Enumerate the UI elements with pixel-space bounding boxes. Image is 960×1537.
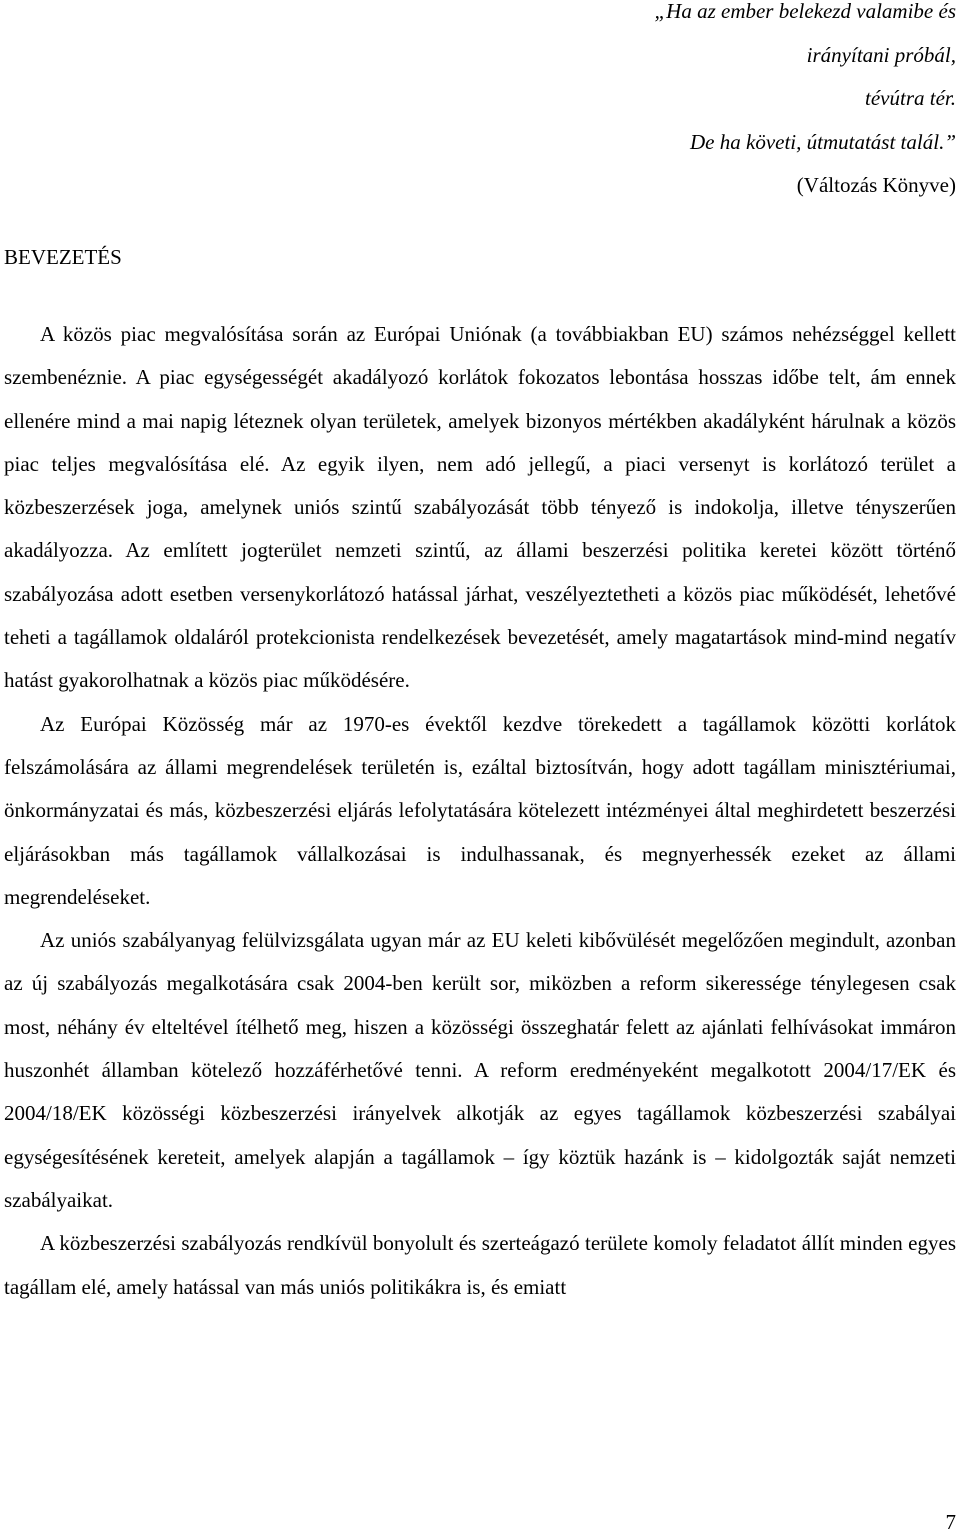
- motto-line: „Ha az ember belekezd valamibe és: [654, 0, 956, 23]
- motto-line: De ha követi, útmutatást talál.”: [690, 129, 956, 154]
- paragraph: Az uniós szabályanyag felülvizsgálata ugyan már az EU keleti kibővülését megelőzően megindult, azonban az új szabályozás megalkotására csak 2004-ben került sor, miközben a reform sikeressége ténylegesen csak most, néhány év elteltével ítélhető meg, hiszen a közösségi összeghatár felett az ajánlati felhívásokat immáron huszonhét államban kötelező hozzáférhetővé tenni. A reform eredményeként megalkotott 2004/17/EK és 2004/18/EK közösségi közbeszerzési irányelvek alkotják az egyes tagállamok közbeszerzési szabályai egységesítésének kereteit, amelyek alapján a tagállamok – így köztük hazánk is – kidolgozták saját nemzeti szabályaikat.: [4, 928, 956, 1212]
- paragraph: A közös piac megvalósítása során az Európai Uniónak (a továbbiakban EU) számos nehézséggel kellett szembenéznie. A piac egységességét akadályozó korlátok fokozatos lebontása hosszas időbe telt, ám ennek ellenére mind a mai napig léteznek olyan területek, amelyek bizonyos mértékben akadályként hárulnak a közös piac teljes megvalósítása elé. Az egyik ilyen, nem adó jellegű, a piaci versenyt is korlátozó terület a közbeszerzések joga, amelynek uniós szintű szabályozását több tényező is indokolja, illetve tényszerűen akadályozza. Az említett jogterület nemzeti szintű, az állami beszerzési politika keretei között történő szabályozása adott esetben versenykorlátozó hatással járhat, veszélyeztetheti a közös piac működését, lehetővé teheti a tagállamok oldaláról protekcionista rendelkezések bevezetését, amely magatartások mind-mind negatív hatást gyakorolhatnak a közös piac működésére.: [4, 322, 956, 693]
- document-page: [4, 0, 956, 1299]
- motto-source: (Változás Könyve): [796, 173, 956, 197]
- paragraph: A közbeszerzési szabályozás rendkívül bonyolult és szerteágazó területe komoly feladatot állít minden egyes tagállam elé, amely hatással van más uniós politikákra is, és emiatt: [4, 1231, 956, 1299]
- motto-line: tévútra tér.: [865, 86, 956, 110]
- motto-quote: [4, 0, 956, 208]
- paragraph: Az Európai Közösség már az 1970-es évektől kezdve törekedett a tagállamok közötti korlátok felszámolására az állami megrendelések területén is, ezáltal biztosítván, hogy adott tagállam minisztériumai, önkormányzatai és más, közbeszerzési eljárás lefolytatására kötelezett intézményei által meghirdetett beszerzési eljárásokban más tagállamok vállalkozásai is indulhassanak, és megnyerhessék ezeket az állami megrendeléseket.: [4, 711, 956, 909]
- section-heading: BEVEZETÉS: [4, 245, 122, 269]
- page-number: 7: [945, 1510, 956, 1534]
- motto-line: irányítani próbál,: [806, 42, 956, 67]
- body-text: [4, 313, 956, 1309]
